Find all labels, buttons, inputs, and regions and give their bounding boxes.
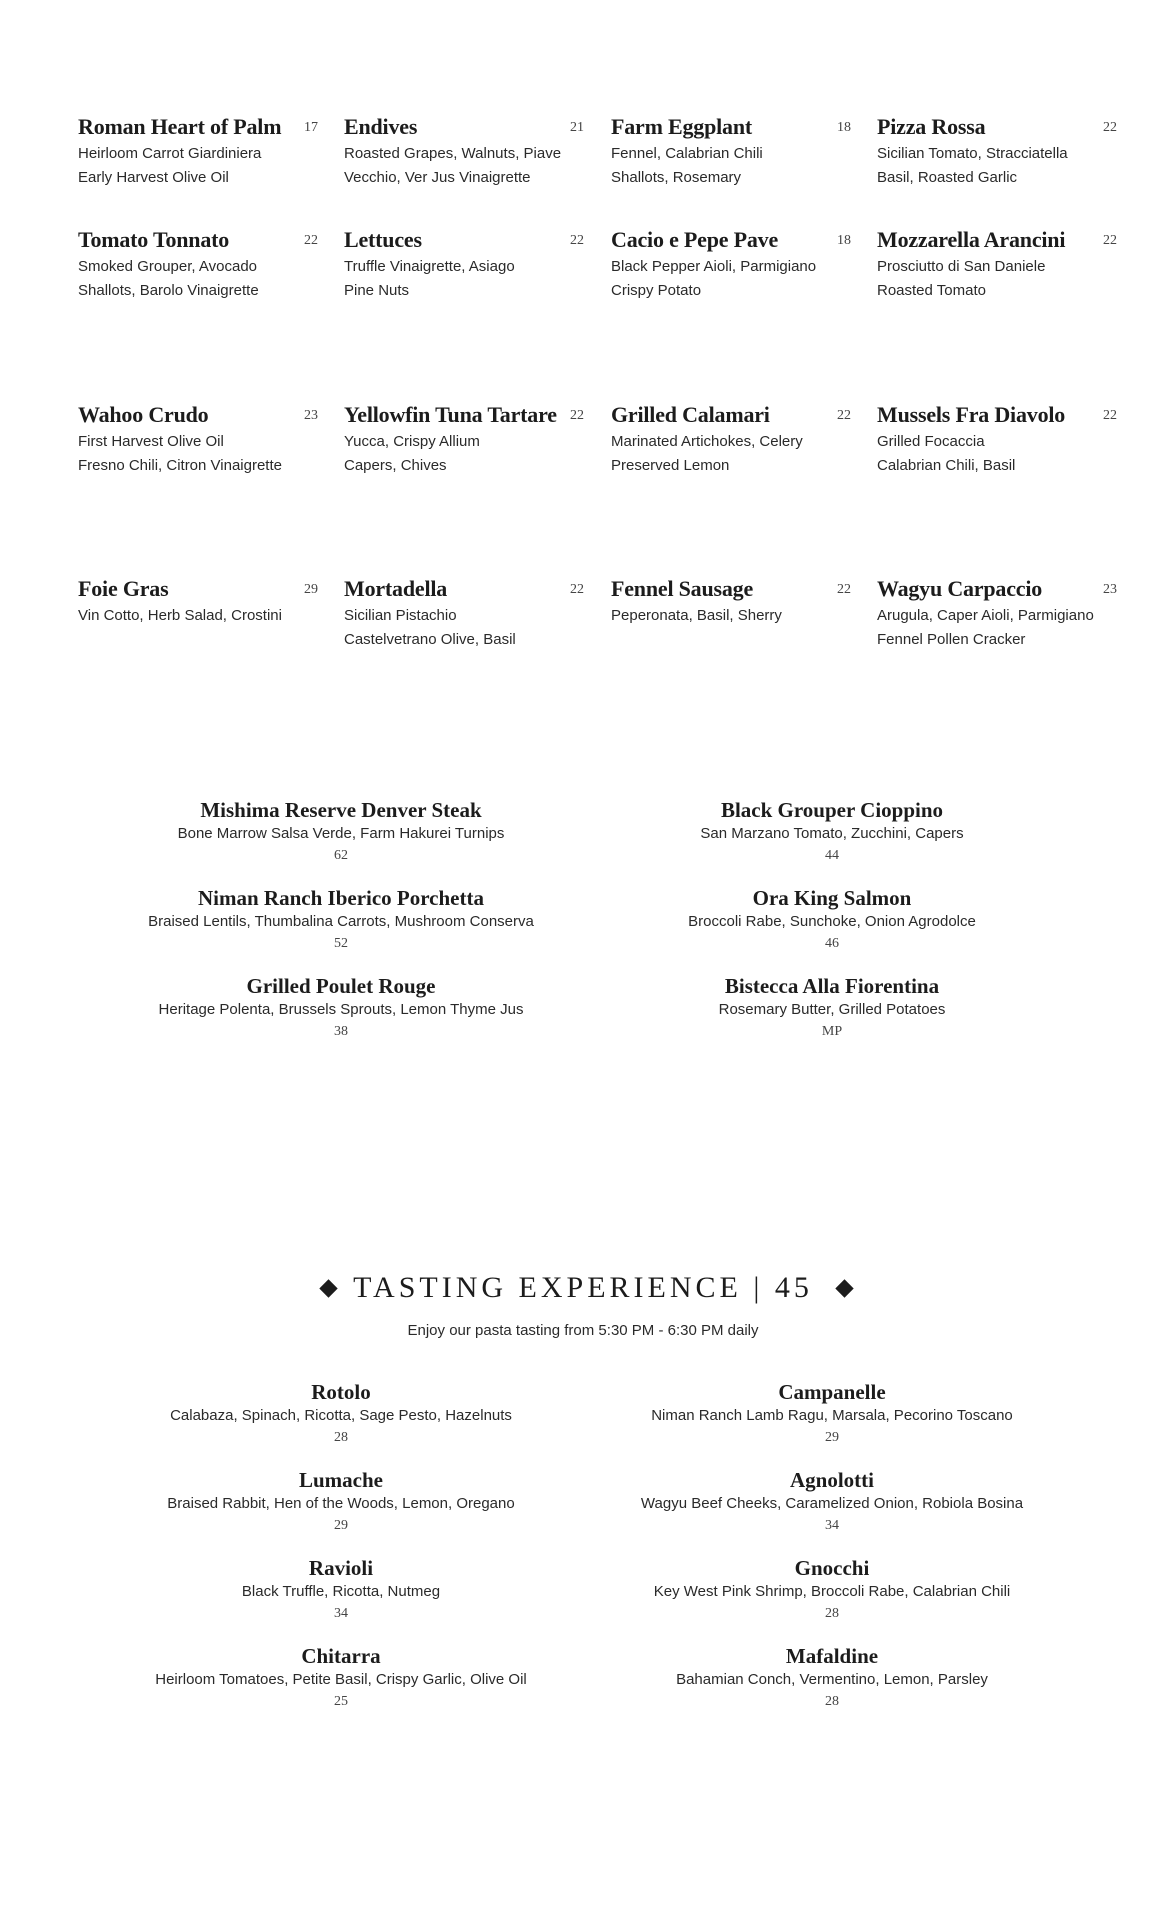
menu-item-description: Bahamian Conch, Vermentino, Lemon, Parsley [676,1671,988,1688]
menu-item [592,1379,1072,1449]
menu-item-description: Smoked Grouper, Avocado [78,258,258,275]
menu-item-name: Roman Heart of Palm [78,114,282,139]
menu-item-price: 22 [570,582,584,597]
menu-item-name: Cacio e Pepe Pave [611,227,779,252]
menu-item-price: 38 [334,1024,348,1039]
menu-item-name: Lettuces [344,227,422,252]
menu-item-name: Endives [344,114,418,139]
menu-item-header [877,114,1117,142]
menu-item-price: 29 [825,1430,839,1445]
menu-item-description: Early Harvest Olive Oil [78,168,229,186]
menu-item [877,114,1117,189]
menu-item-description: Preserved Lemon [611,456,730,474]
menu-item-name: Tomato Tonnato [78,227,230,252]
menu-item-description: Heritage Polenta, Brussels Sprouts, Lemon Thyme Jus [158,1001,524,1018]
menu-item-description: Braised Lentils, Thumbalina Carrots, Mushroom Conserva [148,913,534,930]
menu-item-price: 52 [334,936,348,951]
menu-item-price: 28 [334,1430,348,1445]
menu-item-price: 62 [334,848,348,863]
menu-item-description: Marinated Artichokes, Celery [611,433,803,450]
menu-item [611,114,851,189]
menu-item-description: Heirloom Tomatoes, Petite Basil, Crispy Garlic, Olive Oil [155,1671,527,1688]
menu-item-description: Yucca, Crispy Allium [344,433,480,450]
menu-item-price: 34 [825,1518,839,1533]
menu-item-description: Shallots, Rosemary [611,168,742,186]
menu-item-description: Peperonata, Basil, Sherry [611,607,782,624]
menu-item-description: Roasted Tomato [877,281,986,299]
menu-item [592,1467,1072,1537]
menu-item [344,114,584,189]
menu-item-header [344,227,584,255]
menu-item-name: Gnocchi [794,1556,870,1580]
menu-item-price: 22 [570,408,584,423]
menu-item-name: Bistecca Alla Fiorentina [724,974,940,998]
tasting-subtitle: Enjoy our pasta tasting from 5:30 PM - 6:30 PM daily [407,1322,759,1339]
menu-item-description: Capers, Chives [344,456,447,474]
menu-item-price: 23 [1103,582,1117,597]
menu-item-description: Sicilian Tomato, Stracciatella [877,145,1068,162]
menu-item-name: Lumache [299,1468,383,1492]
menu-item-description: Arugula, Caper Aioli, Parmigiano [877,607,1094,624]
menu-item-header [78,227,318,255]
menu-item-name: Ravioli [308,1556,374,1580]
menu-item-price: 28 [825,1694,839,1709]
menu-item-price: 25 [334,1694,348,1709]
menu-item-description: Vin Cotto, Herb Salad, Crostini [78,607,282,624]
menu-item-description: Rosemary Butter, Grilled Potatoes [718,1001,946,1018]
menu-item [877,402,1117,477]
menu-item-description: Broccoli Rabe, Sunchoke, Onion Agrodolce [688,913,976,930]
menu-item-name: Ora King Salmon [752,886,912,910]
menu-item-name: Pizza Rossa [877,114,986,139]
menu-item-name: Grilled Calamari [611,402,770,427]
menu-item-price: 46 [825,936,839,951]
menu-item-description: Prosciutto di San Daniele [877,258,1046,275]
menu-item-description: Braised Rabbit, Hen of the Woods, Lemon, Oregano [167,1495,515,1512]
menu-item [611,576,851,628]
menu-item [592,797,1072,867]
menu-item-description: Vecchio, Ver Jus Vinaigrette [344,168,531,186]
menu-item-name: Mishima Reserve Denver Steak [200,798,482,822]
menu-item-description: Truffle Vinaigrette, Asiago [344,258,515,275]
menu-item-price: 22 [570,233,584,248]
menu-item-price: 28 [825,1606,839,1621]
menu-item-price: 18 [837,120,851,135]
diamond-icon [835,1279,853,1297]
menu-item [344,227,584,302]
menu-item-name: Fennel Sausage [611,576,754,601]
menu-item [592,973,1072,1043]
menu-item [877,227,1117,302]
menu-item-name: Wahoo Crudo [78,402,209,427]
menu-item-price: 22 [837,582,851,597]
menu-item [101,1643,581,1713]
menu-item-description: Calabaza, Spinach, Ricotta, Sage Pesto, Hazelnuts [170,1407,512,1424]
menu-item-header [344,576,584,604]
menu-item-name: Foie Gras [78,576,169,601]
menu-item [101,1467,581,1537]
menu-item-header [78,402,318,430]
menu-item-description: San Marzano Tomato, Zucchini, Capers [700,825,964,842]
menu-item-name: Campanelle [778,1380,886,1404]
menu-item [592,885,1072,955]
menu-item-description: Fresno Chili, Citron Vinaigrette [78,456,282,474]
menu-item-name: Mozzarella Arancini [877,227,1066,252]
menu-item-price: MP [821,1024,843,1039]
menu-item [101,973,581,1043]
menu-item-price: 23 [304,408,318,423]
menu-item-description: First Harvest Olive Oil [78,433,224,450]
menu-item [78,576,318,628]
menu-item-name: Farm Eggplant [611,114,753,139]
menu-item [78,227,318,302]
menu-item-price: 22 [837,408,851,423]
menu-item-price: 22 [304,233,318,248]
menu-item-description: Black Truffle, Ricotta, Nutmeg [241,1583,441,1600]
menu-item-name: Agnolotti [790,1468,874,1492]
menu-item-header [78,576,318,604]
diamond-icon [319,1279,337,1297]
menu-item-description: Pine Nuts [344,281,410,299]
menu-item-description: Wagyu Beef Cheeks, Caramelized Onion, Robiola Bosina [640,1495,1024,1512]
menu-item-price: 34 [334,1606,348,1621]
menu-item-header [611,576,851,604]
tasting-title: TASTING EXPERIENCE | 45 [353,1271,813,1304]
menu-item [611,227,851,302]
menu-item [101,1555,581,1625]
menu-item [611,402,851,477]
menu-item-description: Black Pepper Aioli, Parmigiano [611,258,817,275]
menu-item-price: 29 [334,1518,348,1533]
menu-item-header [344,402,584,430]
menu-item-description: Roasted Grapes, Walnuts, Piave [344,145,562,162]
menu-item-header [877,402,1117,430]
menu-item-description: Grilled Focaccia [877,433,985,450]
menu-item [344,576,584,651]
menu-item-description: Castelvetrano Olive, Basil [344,630,516,648]
menu-item-header [611,227,851,255]
menu-item-description: Calabrian Chili, Basil [877,456,1016,474]
menu-item-header [78,114,318,142]
menu-item-name: Grilled Poulet Rouge [246,974,436,998]
menu-item-description: Heirloom Carrot Giardiniera [78,145,262,162]
menu-item-description: Sicilian Pistachio [344,607,457,624]
menu-item [877,576,1117,651]
menu-item-name: Niman Ranch Iberico Porchetta [198,886,484,910]
menu-item [592,1555,1072,1625]
menu-item-header [344,114,584,142]
menu-item [101,797,581,867]
menu-item [344,402,584,477]
menu-item-price: 17 [304,120,318,135]
menu-item-name: Mussels Fra Diavolo [877,402,1066,427]
menu-item-header [877,576,1117,604]
menu-item-price: 22 [1103,120,1117,135]
menu-item-name: Wagyu Carpaccio [877,576,1043,601]
menu-item-description: Crispy Potato [611,281,702,299]
menu-item-price: 18 [837,233,851,248]
menu-item [592,1643,1072,1713]
menu-item-price: 29 [304,582,318,597]
menu-item-name: Mortadella [344,576,448,601]
menu-item-description: Key West Pink Shrimp, Broccoli Rabe, Calabrian Chili [653,1583,1011,1600]
menu-item-description: Niman Ranch Lamb Ragu, Marsala, Pecorino Toscano [651,1407,1013,1424]
menu-item-header [877,227,1117,255]
menu-item-description: Bone Marrow Salsa Verde, Farm Hakurei Turnips [177,825,505,842]
menu-item-description: Fennel, Calabrian Chili [611,145,763,162]
menu-item-name: Chitarra [301,1644,381,1668]
menu-item-name: Yellowfin Tuna Tartare [344,402,557,427]
menu-item-description: Shallots, Barolo Vinaigrette [78,281,259,299]
menu-item-name: Mafaldine [785,1644,879,1668]
menu-item-description: Fennel Pollen Cracker [877,630,1026,648]
menu-item-name: Rotolo [311,1380,371,1404]
menu-item-price: 22 [1103,233,1117,248]
menu-item-price: 22 [1103,408,1117,423]
menu-item-header [611,402,851,430]
menu-item-price: 21 [570,120,584,135]
menu-item-price: 44 [825,848,839,863]
menu-item-name: Black Grouper Cioppino [720,798,944,822]
menu-item [78,114,318,189]
menu-item [101,885,581,955]
menu-item-header [611,114,851,142]
tasting-header [0,1268,1166,1308]
menu-item [78,402,318,477]
menu-item-description: Basil, Roasted Garlic [877,168,1018,186]
menu-item [101,1379,581,1449]
